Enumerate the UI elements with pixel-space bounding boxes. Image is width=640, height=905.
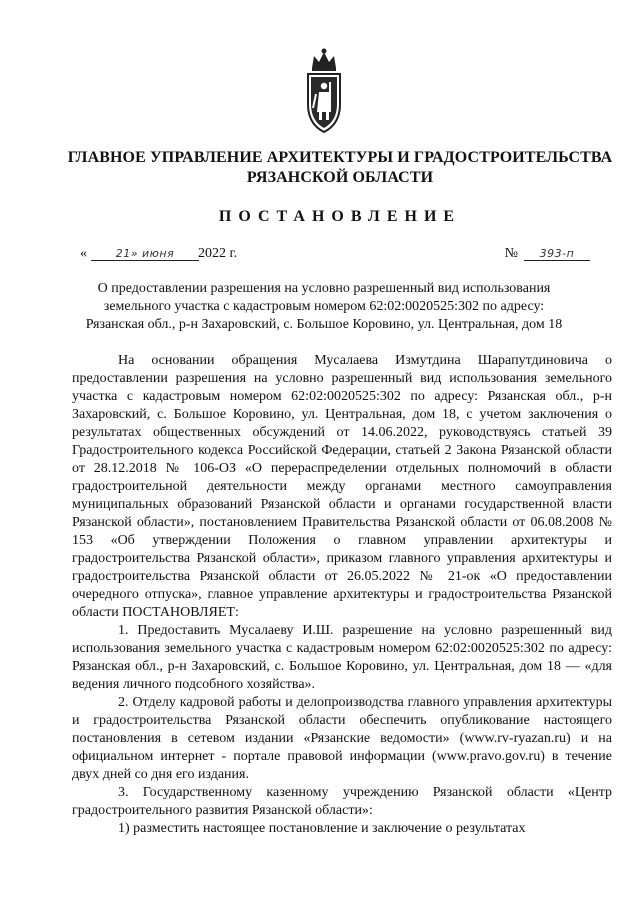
document-subject <box>84 280 564 334</box>
date-handwritten: 21» июня <box>91 247 199 261</box>
number-label: № <box>504 246 518 261</box>
item-3-1-paragraph: 1) разместить настоящее постановление и заключение о результатах <box>118 821 526 836</box>
number-handwritten: 393-п <box>524 247 590 261</box>
document-body <box>72 352 612 838</box>
org-line-1: ГЛАВНОЕ УПРАВЛЕНИЕ АРХИТЕКТУРЫ И ГРАДОСТРОИТЕЛЬСТВА <box>67 149 613 166</box>
org-line-2: РЯЗАНСКОЙ ОБЛАСТИ <box>246 169 434 186</box>
document-number <box>505 246 590 262</box>
preamble-paragraph: На основании обращения Мусалаева Измутдина Шарапутдиновича о предоставлении разрешения на условно разрешенный вид использования земельного участка с кадастровым номером 62:02:0020525:302 по адресу: Рязанская обл., р-н Захаровский, с. Большое Коровино, ул. Центральная, дом 18, с учетом заключения о результатах общественных обсуждений от 14.06.2022, руководствуясь статьей 39 Градостроительного кодекса Российской Федерации, статьей 2 Закона Рязанской области от 28.12.2018 № 106-ОЗ «О перераспределении отдельных полномочий в области градостроительной деятельности между органами местного самоуправления муниципальных образований Рязанской области и органами государственной власти Рязанской области», постановлением Правительства Рязанской области от 06.08.2008 № 153 «Об утверждении Положения о главном управлении архитектуры и градостроительства Рязанской области», приказом главного управления архитектуры и градостроительства Рязанской области от 26.05.2022 № 21-ок «О предоставлении очередного отпуска», главное управление архитектуры и градостроительства Рязанской области ПОСТАНОВЛЯЕТ: <box>72 353 612 620</box>
date-year: 2022 г. <box>198 246 238 261</box>
subject-line-3: Рязанская обл., р-н Захаровский, с. Большое Коровино, ул. Центральная, дом 18 <box>85 317 563 332</box>
subject-line-1: О предоставлении разрешения на условно разрешенный вид использования <box>97 281 551 296</box>
coat-of-arms-emblem <box>302 46 346 134</box>
subject-line-2: земельного участка с кадастровым номером 62:02:0020525:302 по адресу: <box>103 299 545 314</box>
item-1-paragraph: 1. Предоставить Мусалаеву И.Ш. разрешение на условно разрешенный вид использования земельного участка с кадастровым номером 62:02:0020525:302 по адресу: Рязанская обл., р-н Захаровский, с. Большое Коровино, ул. Центральная, дом 18 — «для ведения личного подсобного хозяйства». <box>72 623 612 692</box>
date-quote: « <box>80 246 87 261</box>
date-number-row <box>80 246 590 268</box>
document-type-title: ПОСТАНОВЛЕНИЕ <box>218 208 462 225</box>
item-2-paragraph: 2. Отделу кадровой работы и делопроизводства главного управления архитектуры и градостроительства Рязанской области обеспечить опубликование настоящего постановления в сетевом издании «Рязанские ведомости» (www.rv-ryazan.ru) и на официальном интернет - портале правовой информации (www.pravo.gov.ru) в течение двух дней со дня его издания. <box>72 695 612 782</box>
item-3-paragraph: 3. Государственному казенному учреждению Рязанской области «Центр градостроительного развития Рязанской области»: <box>72 785 612 818</box>
organization-name <box>60 148 620 188</box>
date-field <box>80 246 203 262</box>
